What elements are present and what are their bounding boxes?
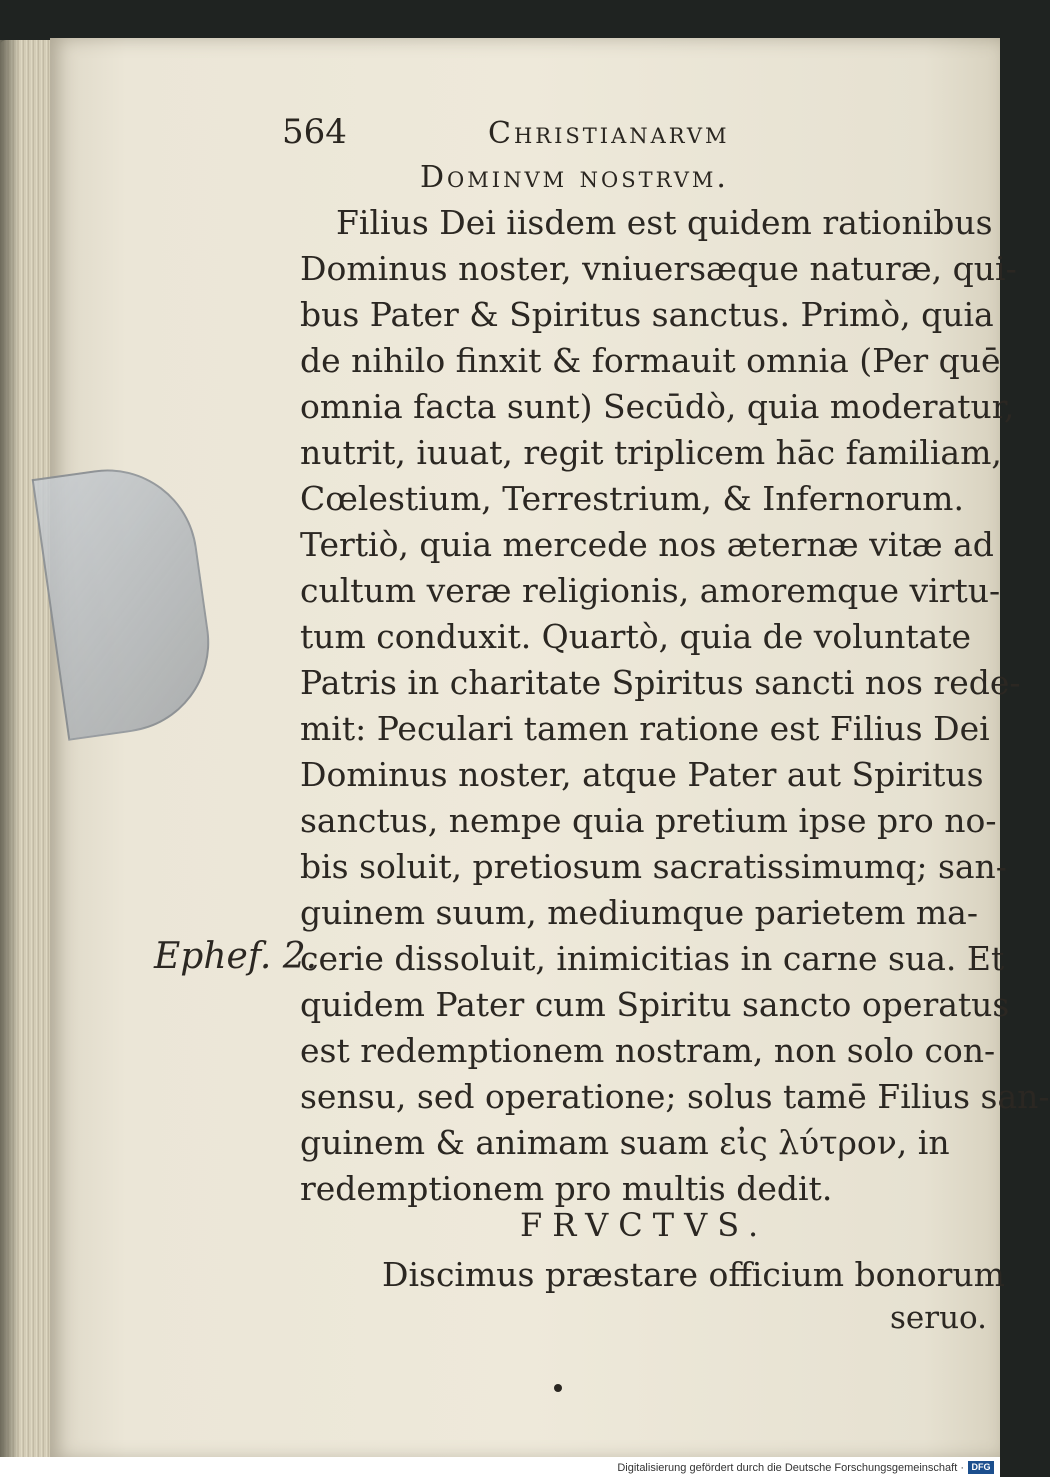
page-number: 564 — [282, 112, 347, 152]
catchword: seruo. — [890, 1300, 988, 1336]
text-line: Dominus noster, atque Pater aut Spiritus — [300, 755, 984, 794]
text-line: cerie dissoluit, inimicitias in carne sua. Et — [300, 939, 1005, 978]
text-line: omnia facta sunt) Secūdò, quia moderatur, — [300, 387, 1015, 426]
dfg-logo-icon: DFG — [968, 1461, 994, 1474]
text-line: nutrit, iuuat, regit triplicem hāc familiam, — [300, 433, 1002, 472]
text-line: sensu, sed operatione; solus tamē Filius san- — [300, 1077, 1050, 1116]
spine-shadow — [0, 40, 18, 1460]
text-line: Dominus noster, vniuersæque naturæ, qui- — [300, 249, 1017, 288]
text-line: tum conduxit. Quartò, quia de voluntate — [300, 617, 972, 656]
text-line: redemptionem pro multis dedit. — [300, 1169, 833, 1208]
text-line: sanctus, nempe quia pretium ipse pro no- — [300, 801, 997, 840]
fructus-text — [382, 1252, 1005, 1298]
text-line: Cœlestium, Terrestrium, & Infernorum. — [300, 479, 964, 518]
text-line: Filius Dei iisdem est quidem rationibus — [336, 203, 993, 242]
text-line: bus Pater & Spiritus sanctus. Primò, quia — [300, 295, 994, 334]
marginal-note: Ephef. 2. — [154, 936, 318, 977]
section-title: Dominvm nostrvm. — [420, 160, 729, 195]
fructus-heading: FRVCTVS. — [520, 1206, 769, 1244]
text-line: Discimus præstare officium bonorum — [382, 1255, 1005, 1294]
footer-bar — [0, 1457, 1000, 1477]
text-line: est redemptionem nostram, non solo con- — [300, 1031, 996, 1070]
text-line: Tertiò, quia mercede nos æternæ vitæ ad — [300, 525, 994, 564]
text-line: bis soluit, pretiosum sacratissimumq; san- — [300, 847, 1007, 886]
page-header — [282, 112, 882, 156]
page-clip — [32, 458, 221, 741]
running-title: Christianarvm — [488, 116, 730, 151]
text-line: guinem & animam suam εἰς λύτρον, in — [300, 1123, 950, 1162]
text-line: quidem Pater cum Spiritu sancto operatus — [300, 985, 1010, 1024]
text-line: de nihilo finxit & formauit omnia (Per quē — [300, 341, 1001, 380]
body-text — [300, 200, 1050, 1212]
signature-mark — [554, 1384, 562, 1392]
text-line: guinem suum, mediumque parietem ma- — [300, 893, 978, 932]
text-line: Patris in charitate Spiritus sancti nos rede- — [300, 663, 1021, 702]
footer-credit: Digitalisierung gefördert durch die Deutsche Forschungsgemeinschaft · — [617, 1462, 964, 1474]
text-line: mit: Peculari tamen ratione est Filius Dei — [300, 709, 990, 748]
text-line: cultum veræ religionis, amoremque virtu- — [300, 571, 1001, 610]
